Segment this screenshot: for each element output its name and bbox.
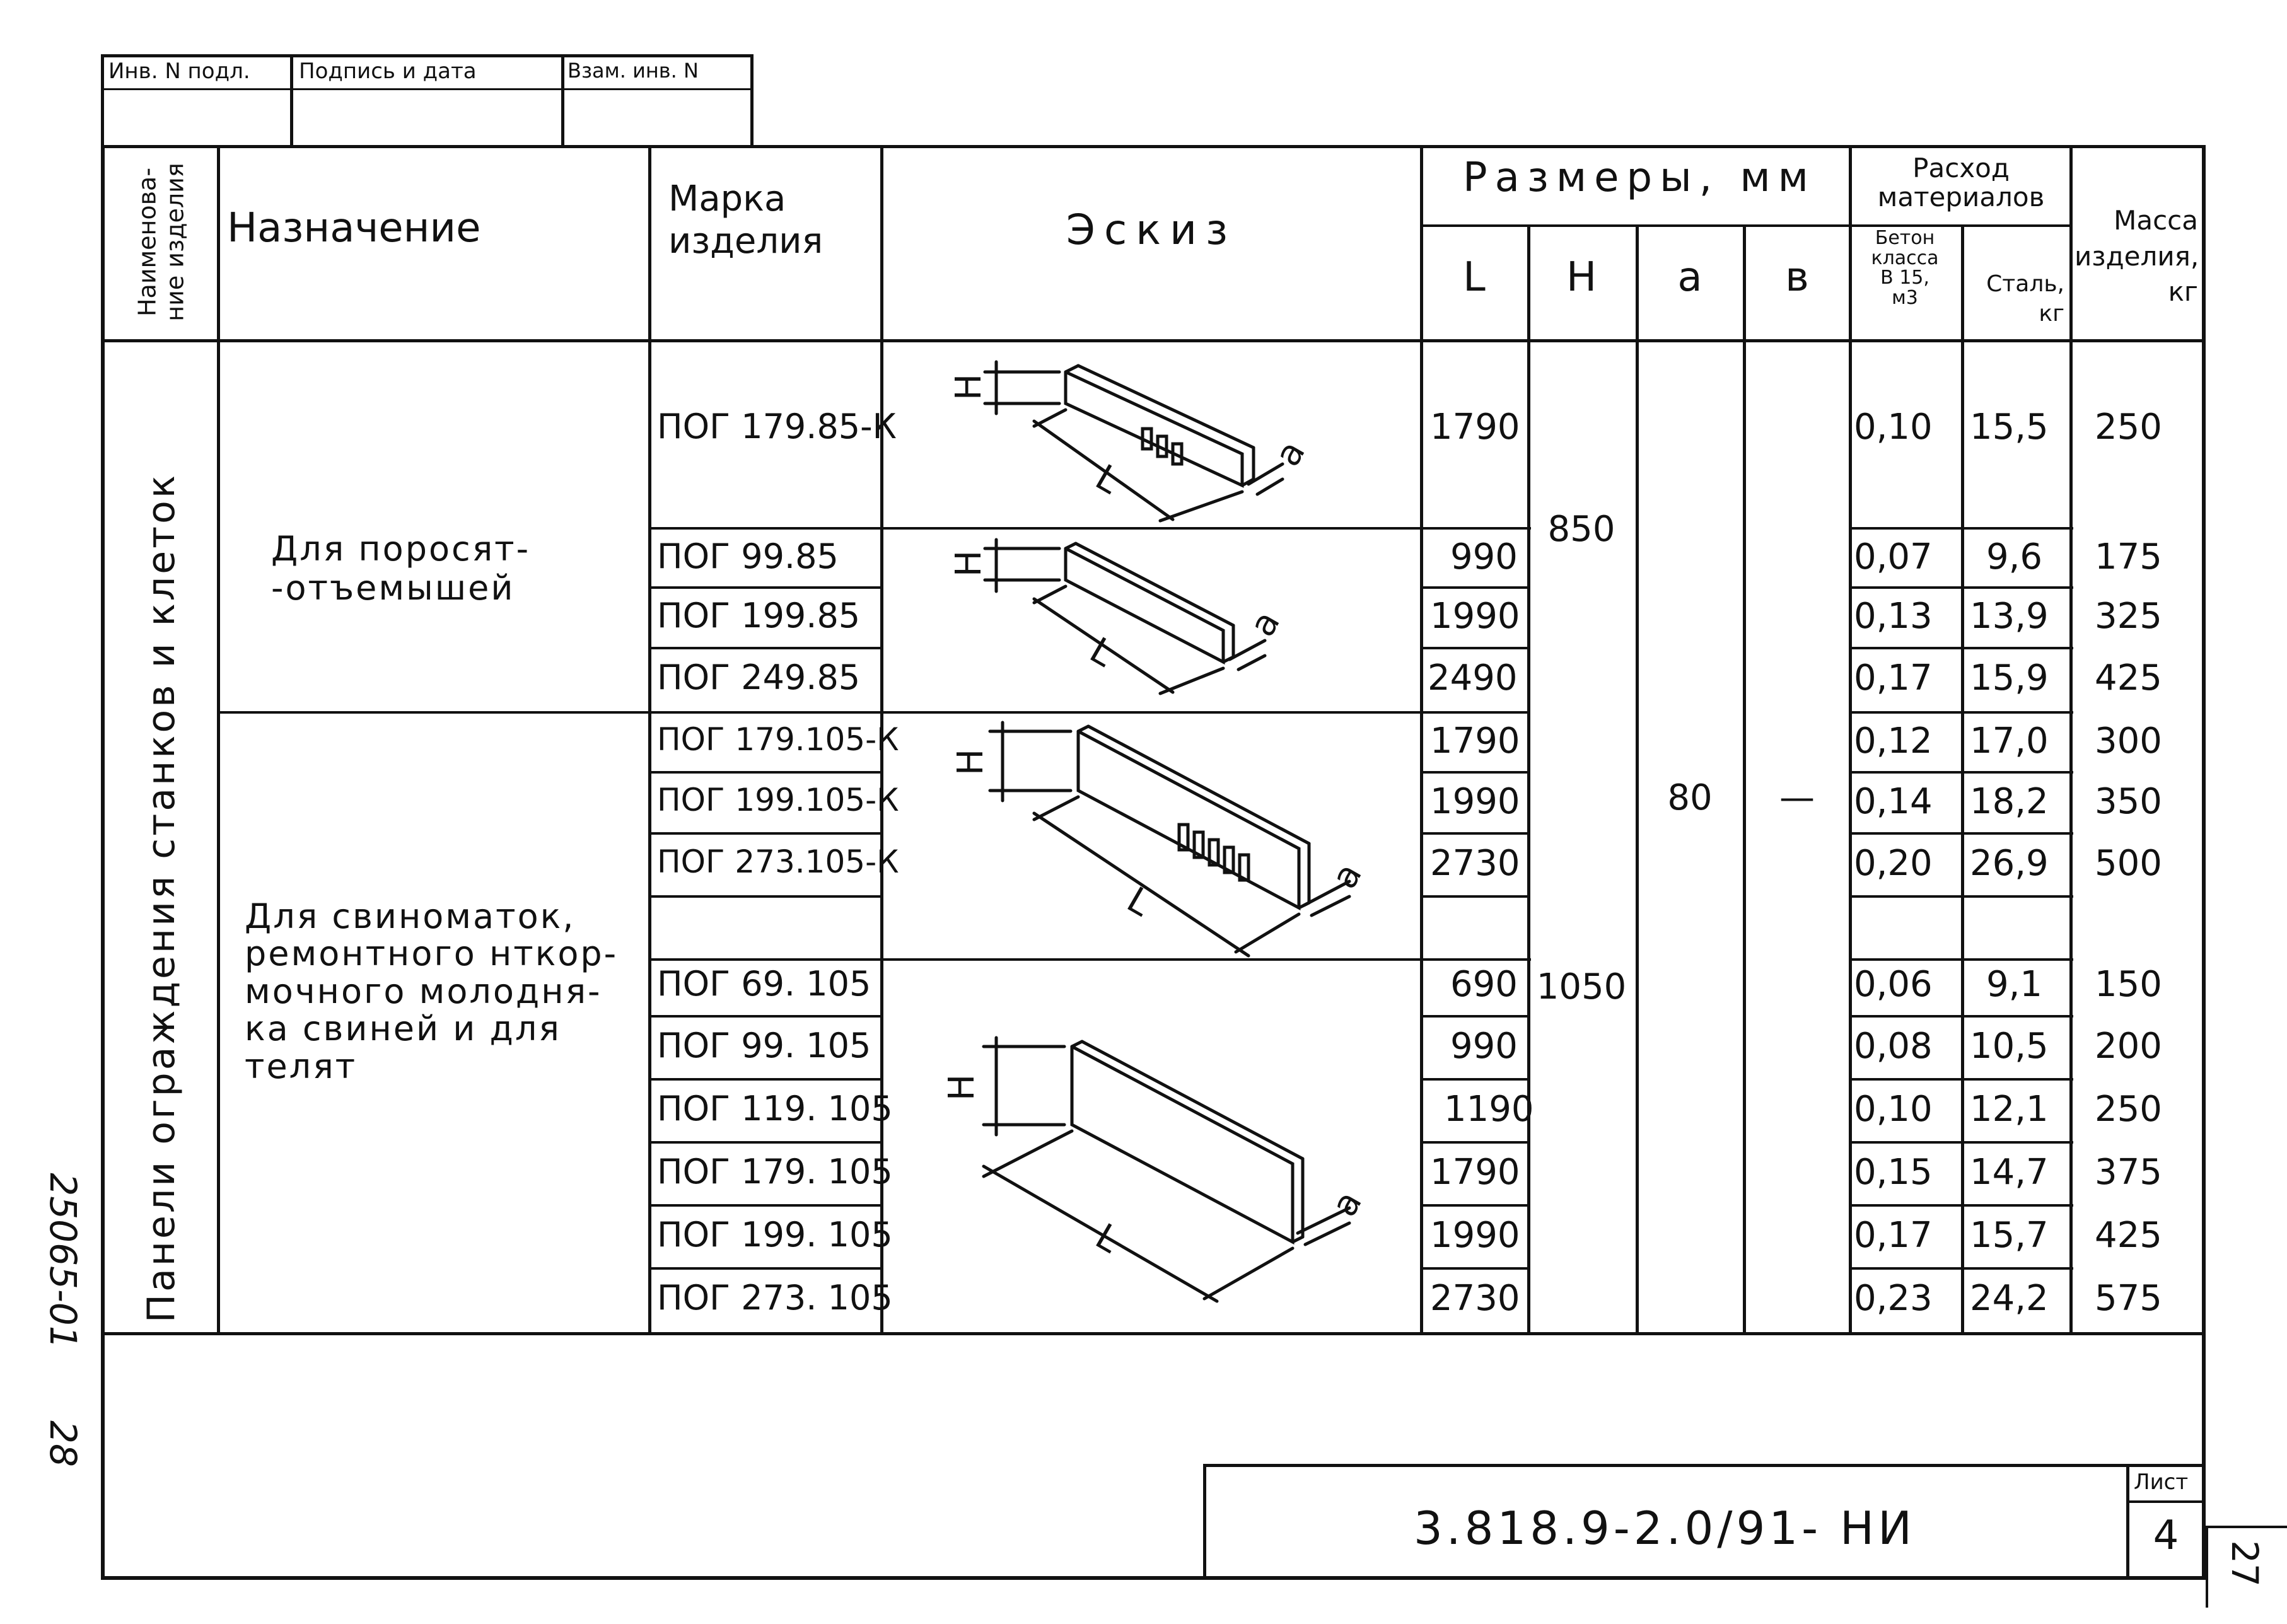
row-mass: 175 <box>2095 536 2162 577</box>
sketch-1-H: H <box>948 373 989 400</box>
row-steel: 14,7 <box>1970 1152 2049 1193</box>
row-concrete: 0,15 <box>1854 1152 1933 1193</box>
purpose-group-2: Для свиноматок, ремонтного нткор- мочного молодня- ка свиней и для телят <box>245 896 619 1086</box>
row-concrete: 0,13 <box>1854 596 1933 637</box>
sketch-2-H: H <box>948 550 989 577</box>
row-concrete: 0,12 <box>1854 721 1933 762</box>
page-number: 27 <box>2223 1540 2266 1587</box>
row-mass: 425 <box>2095 658 2162 699</box>
stamp-vzam-inv: Взам. инв. N <box>567 59 699 83</box>
header-b: в <box>1785 254 1809 301</box>
stamp-podpis-data: Подпись и дата <box>299 59 477 84</box>
header-stal: Сталь, кг <box>1986 271 2064 327</box>
row-length: 990 <box>1450 1026 1518 1067</box>
row-concrete: 0,08 <box>1854 1026 1933 1067</box>
title-code: 3.818.9-2.0/91- НИ <box>1413 1502 1916 1555</box>
sketch-1-L: L <box>1088 456 1126 502</box>
purpose-group-1: Для поросят- -отъемышей <box>271 529 531 608</box>
row-mark: ПОГ 119. 105 <box>657 1089 893 1128</box>
row-steel: 13,9 <box>1970 596 2049 637</box>
album-number: 25065-01 <box>42 1173 84 1349</box>
header-marka: Марка изделия <box>668 178 823 262</box>
row-mass: 250 <box>2095 407 2162 448</box>
row-mark: ПОГ 179. 105 <box>657 1152 893 1192</box>
row-length: 1990 <box>1430 1215 1520 1256</box>
frame-left <box>101 145 105 1579</box>
row-length: 690 <box>1450 964 1518 1005</box>
header-razmery: Размеры, мм <box>1463 154 1816 201</box>
row-mark: ПОГ 99.85 <box>657 536 839 576</box>
product-name: Панели ограждения станков и клеток <box>139 472 183 1323</box>
sketch-4-H: H <box>941 1074 982 1101</box>
sketch-3-L: L <box>1120 879 1158 925</box>
row-mass: 150 <box>2095 964 2162 1005</box>
row-mark: ПОГ 199.85 <box>657 596 861 635</box>
row-concrete: 0,17 <box>1854 1215 1933 1256</box>
row-length: 2490 <box>1428 658 1518 699</box>
row-steel: 9,6 <box>1986 536 2043 577</box>
row-length: 1790 <box>1430 407 1520 448</box>
row-length: 1790 <box>1430 1152 1520 1193</box>
frame-top <box>101 145 2205 148</box>
row-mark: ПОГ 273. 105 <box>657 1278 893 1318</box>
row-steel: 17,0 <box>1970 721 2049 762</box>
row-mark: ПОГ 179.85-К <box>657 407 897 446</box>
row-steel: 15,5 <box>1970 407 2049 448</box>
sketch-1-a: a <box>1267 434 1313 473</box>
row-concrete: 0,17 <box>1854 658 1933 699</box>
row-steel: 18,2 <box>1970 781 2049 822</box>
frame-bottom <box>101 1576 2206 1580</box>
row-steel: 15,7 <box>1970 1215 2049 1256</box>
row-length: 990 <box>1450 536 1518 577</box>
height-group-1: 850 <box>1547 509 1615 550</box>
row-steel: 9,1 <box>1986 964 2043 1005</box>
header-naimenovanie: Наименова- ние изделия <box>133 163 189 322</box>
row-mass: 350 <box>2095 781 2162 822</box>
header-eskiz: Эскиз <box>1066 206 1237 254</box>
frame-right <box>2202 145 2206 1579</box>
width-b: — <box>1779 777 1815 818</box>
row-steel: 24,2 <box>1970 1278 2049 1319</box>
header-beton: Бетон класса В 15, м3 <box>1871 227 1939 309</box>
row-mass: 325 <box>2095 596 2162 637</box>
row-concrete: 0,10 <box>1854 1089 1933 1130</box>
sketch-4-L: L <box>1088 1215 1126 1262</box>
row-length: 1990 <box>1430 596 1520 637</box>
title-sheet-label: Лист <box>2134 1470 2189 1495</box>
row-mark: ПОГ 199.105-К <box>657 782 899 818</box>
header-L: L <box>1463 254 1486 301</box>
row-mass: 425 <box>2095 1215 2162 1256</box>
stamp-inv-podl: Инв. N подл. <box>108 59 250 84</box>
row-concrete: 0,10 <box>1854 407 1933 448</box>
header-a: a <box>1677 254 1702 301</box>
row-concrete: 0,20 <box>1854 843 1933 884</box>
row-steel: 15,9 <box>1970 658 2049 699</box>
header-naznachenie: Назначение <box>227 205 481 252</box>
panel-sketch-3 <box>908 719 1400 958</box>
row-length: 1990 <box>1430 781 1520 822</box>
header-H: H <box>1566 254 1597 301</box>
row-mark: ПОГ 199. 105 <box>657 1215 893 1255</box>
row-concrete: 0,23 <box>1854 1278 1933 1319</box>
panel-sketch-1 <box>908 353 1375 530</box>
row-mark: ПОГ 273.105-К <box>657 844 899 880</box>
row-mark: ПОГ 179.105-К <box>657 721 899 758</box>
sketch-3-a: a <box>1324 856 1370 896</box>
row-mark: ПОГ 99. 105 <box>657 1026 871 1065</box>
row-steel: 12,1 <box>1970 1089 2049 1130</box>
sketch-2-L: L <box>1083 629 1120 675</box>
header-raskhod: Расход материалов <box>1877 153 2045 213</box>
thickness-a: 80 <box>1667 777 1713 818</box>
row-mark: ПОГ 249.85 <box>657 658 861 697</box>
row-mass: 500 <box>2095 843 2162 884</box>
sketch-2-a: a <box>1242 604 1288 644</box>
row-mass: 375 <box>2095 1152 2162 1193</box>
row-concrete: 0,07 <box>1854 536 1933 577</box>
row-mass: 300 <box>2095 721 2162 762</box>
row-length: 1790 <box>1430 721 1520 762</box>
row-concrete: 0,14 <box>1854 781 1933 822</box>
sketch-4-a: a <box>1324 1184 1370 1224</box>
header-massa: Масса изделия, кг <box>2075 205 2199 308</box>
row-steel: 10,5 <box>1970 1026 2049 1067</box>
row-mass: 250 <box>2095 1089 2162 1130</box>
row-length: 1190 <box>1444 1089 1534 1130</box>
title-sheet-number: 4 <box>2153 1512 2179 1559</box>
row-mass: 200 <box>2095 1026 2162 1067</box>
panel-sketch-2 <box>908 536 1375 712</box>
row-mark: ПОГ 69. 105 <box>657 964 871 1004</box>
album-page: 28 <box>42 1420 84 1467</box>
sketch-3-H: H <box>950 748 991 775</box>
row-length: 2730 <box>1430 1278 1520 1319</box>
row-steel: 26,9 <box>1970 843 2049 884</box>
row-mass: 575 <box>2095 1278 2162 1319</box>
row-concrete: 0,06 <box>1854 964 1933 1005</box>
row-length: 2730 <box>1430 843 1520 884</box>
panel-sketch-4 <box>908 1034 1400 1311</box>
height-group-2: 1050 <box>1536 966 1627 1007</box>
